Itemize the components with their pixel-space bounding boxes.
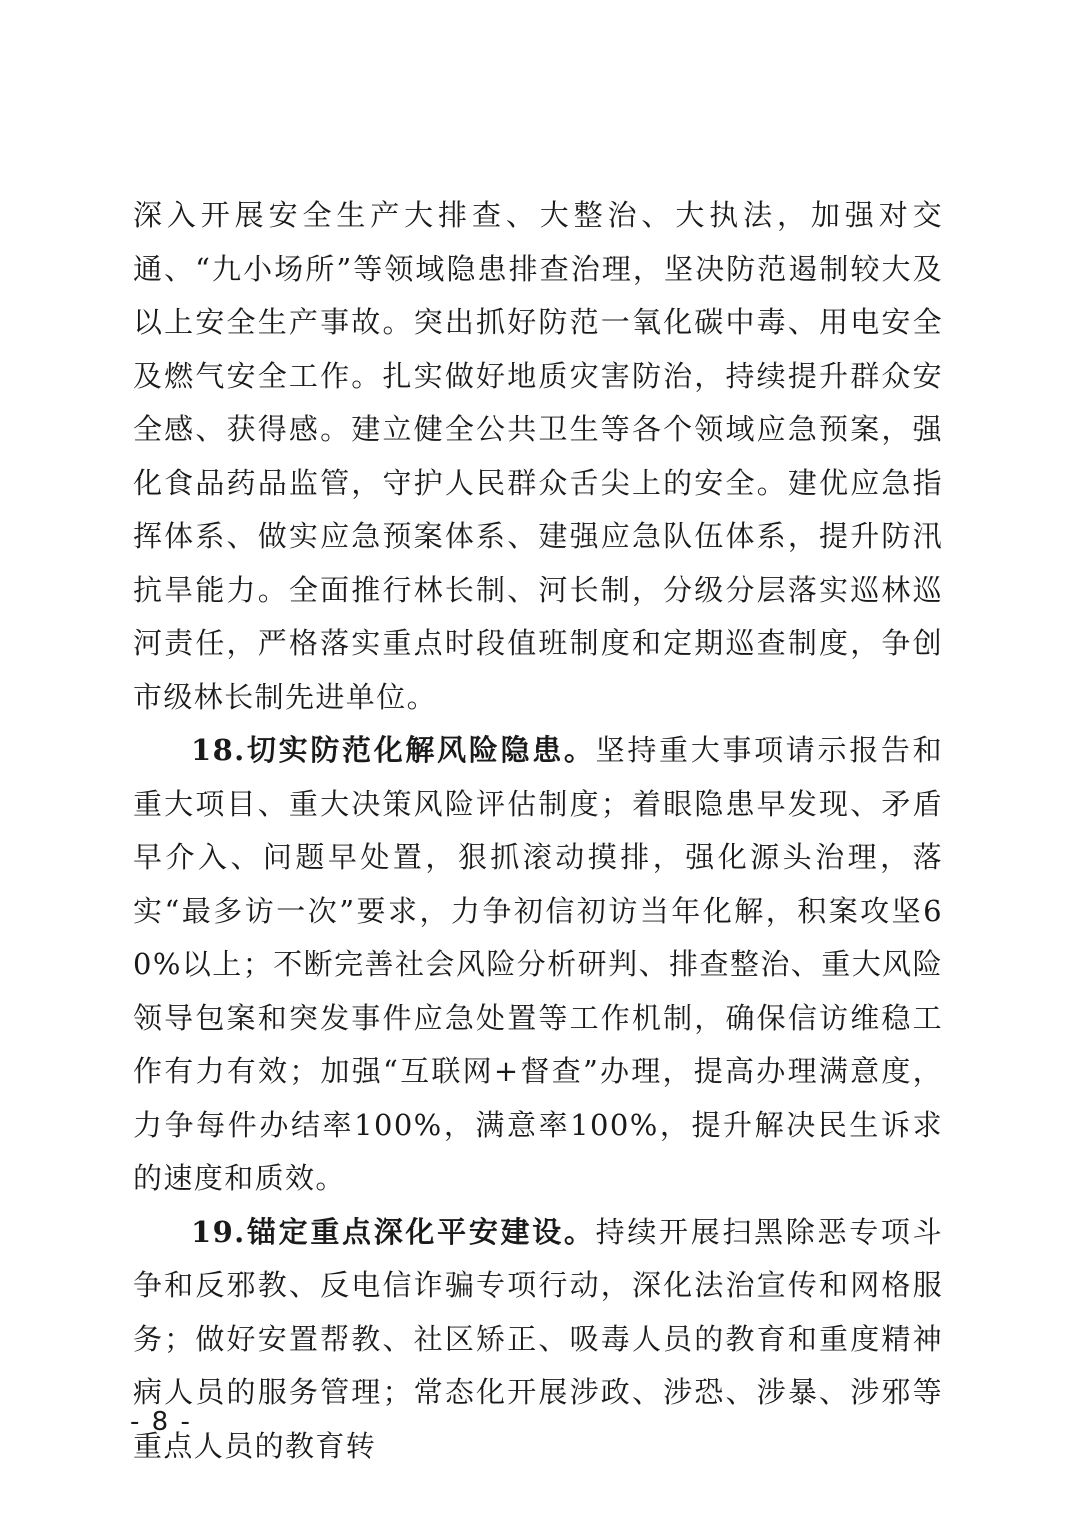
paragraph-text: 深入开展安全生产大排查、大整治、大执法，加强对交通、“九小场所”等领域隐患排查治理，坚决防范遏制较大及以上安全生产事故。突出抓好防范一氧化碳中毒、用电安全及燃气安全工作。扎实做好地质灾害防治，持续提升群众安全感、获得感。建立健全公共卫生等各个领域应急预案，强化食品药品监管，守护人民群众舌尖上的安全。建优应急指挥体系、做实应急预案体系、建强应急队伍体系，提升防汛抗旱能力。全面推行林长制、河长制，分级分层落实巡林巡河责任，严格落实重点时段值班制度和定期巡查制度，争创市级林长制先进单位。 [133, 198, 943, 714]
paragraph-heading: 19.锚定重点深化平安建设。 [191, 1214, 596, 1249]
paragraph-heading: 18.切实防范化解风险隐患。 [191, 733, 596, 767]
paragraph-continuation [133, 189, 943, 724]
paragraph-text: 坚持重大事项请示报告和重大项目、重大决策风险评估制度；着眼隐患早发现、矛盾早介入、问题早处置，狠抓滚动摸排，强化源头治理，落实“最多访一次”要求，力争初信初访当年化解，积案攻坚60%以上；不断完善社会风险分析研判、排查整治、重大风险领导包案和突发事件应急处置等工作机制，确保信访维稳工作有力有效；加强“互联网+督查”办理，提高办理满意度，力争每件办结率100%，满意率100%，提升解决民生诉求的速度和质效。 [133, 733, 943, 1195]
page-number: - 8 - [130, 1407, 192, 1437]
paragraph-item-19 [133, 1206, 943, 1474]
paragraph-item-18 [133, 724, 943, 1206]
paragraph-text: 持续开展扫黑除恶专项斗争和反邪教、反电信诈骗专项行动，深化法治宣传和网格服务；做好安置帮教、社区矫正、吸毒人员的教育和重度精神病人员的服务管理；常态化开展涉政、涉恐、涉暴、涉邪等重点人员的教育转 [133, 1214, 943, 1463]
document-body [133, 189, 943, 1473]
